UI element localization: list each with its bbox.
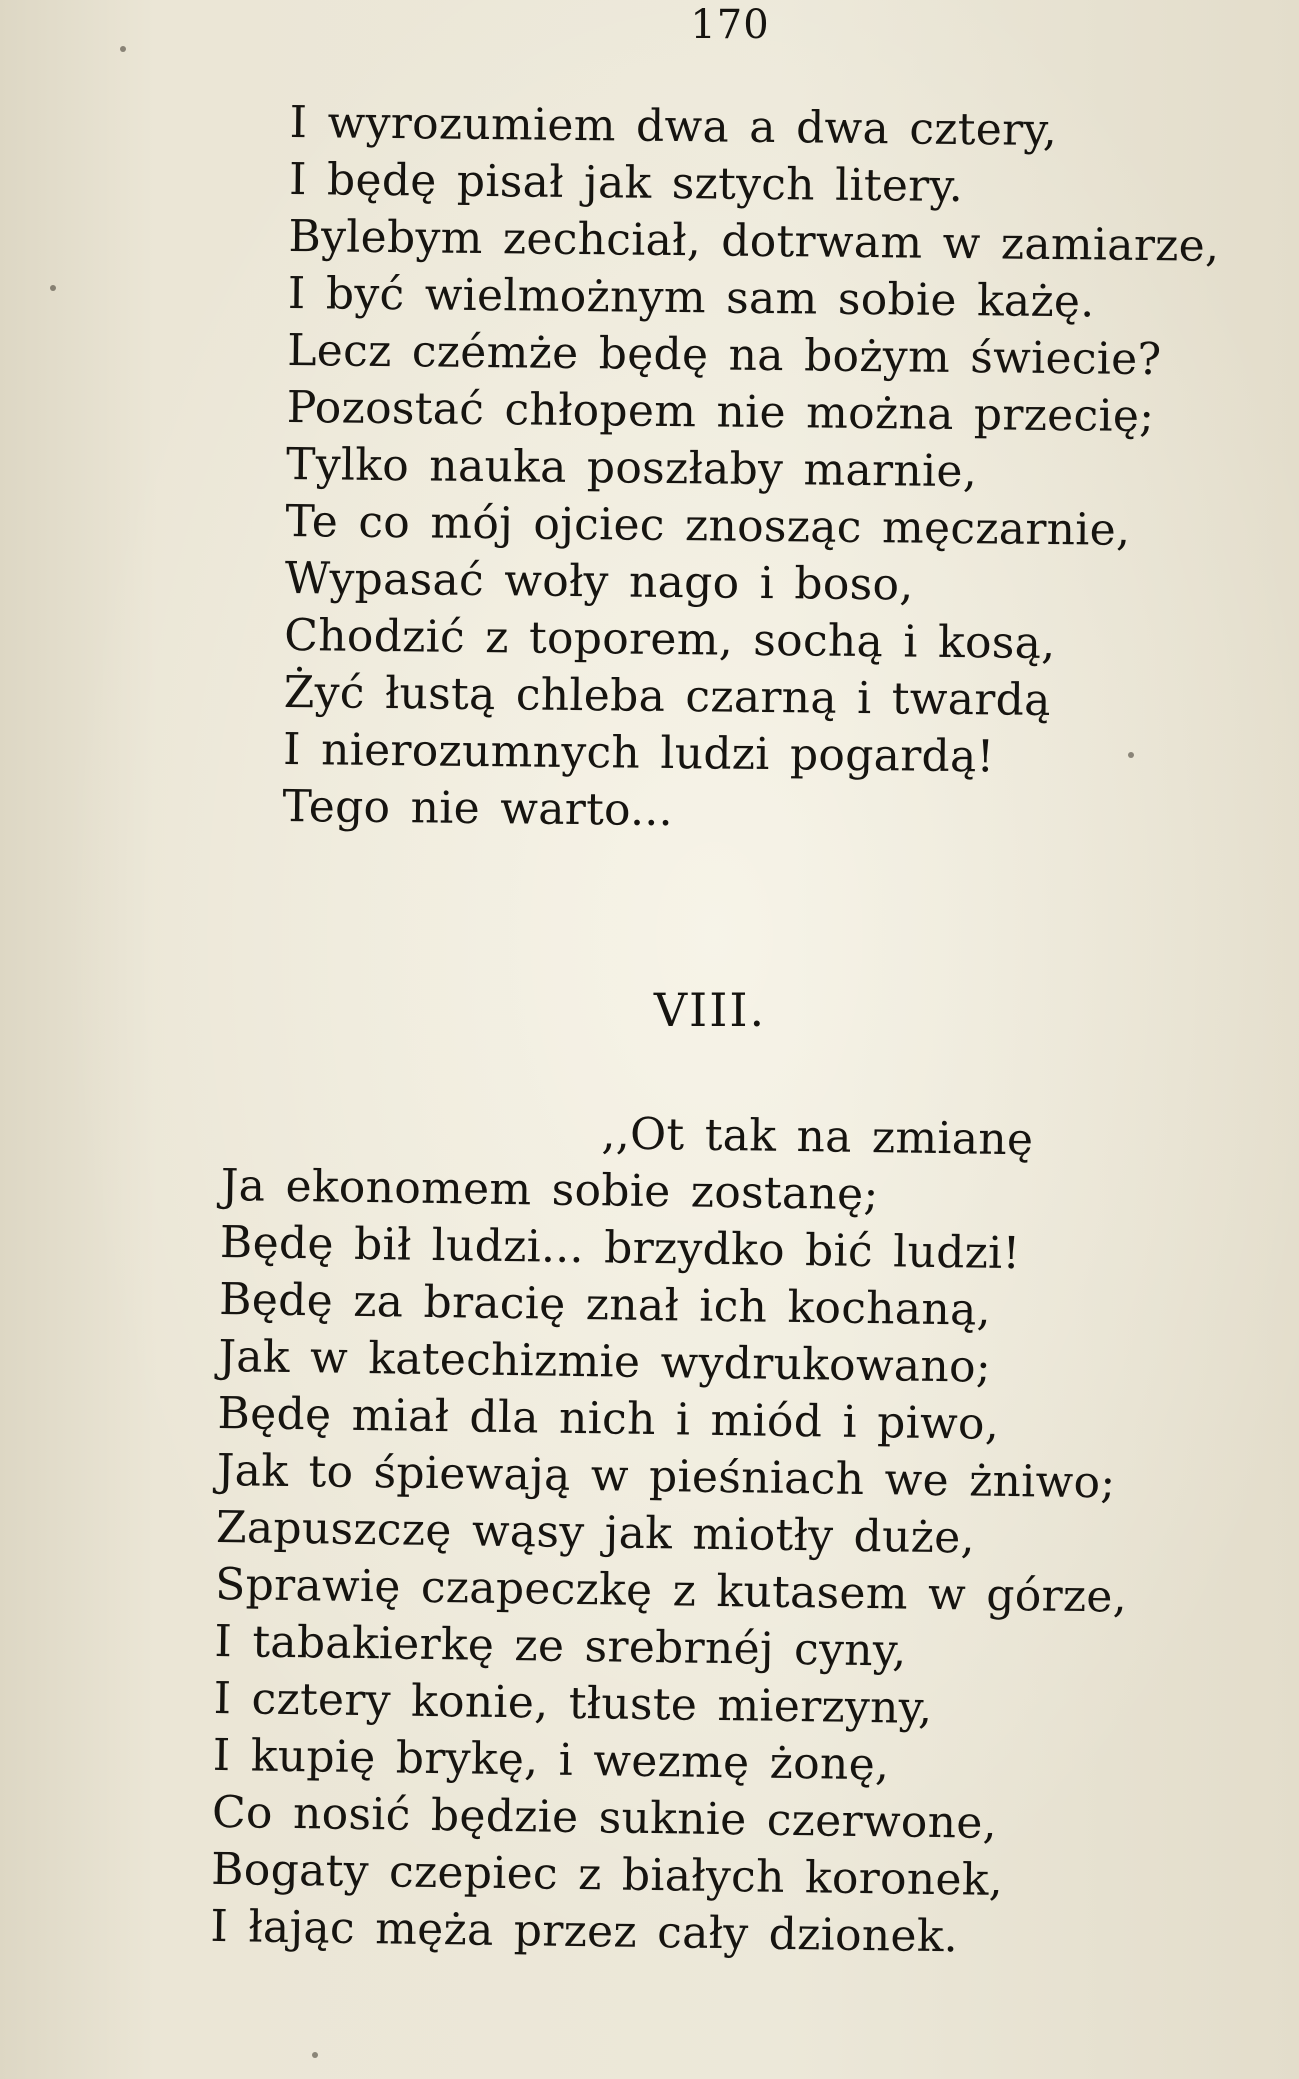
poem-line: Tylko nauka poszłaby marnie, bbox=[285, 438, 978, 498]
poem-line: Wypasać woły nago i boso, bbox=[284, 552, 914, 611]
page-number: 170 bbox=[690, 2, 770, 48]
poem-line: I wyrozumiem dwa a dwa cztery, bbox=[289, 96, 1058, 157]
poem-line: Jak w katechizmie wydrukowano; bbox=[218, 1330, 992, 1393]
poem-line: Zapuszczę wąsy jak miotły duże, bbox=[215, 1501, 976, 1564]
poem-line: Będę miał dla nich i miód i piwo, bbox=[217, 1387, 1000, 1450]
poem-line: Żyć łustą chleba czarną i twardą bbox=[283, 666, 1051, 726]
poem-line: Jak to śpiewają w pieśniach we żniwo; bbox=[216, 1444, 1116, 1509]
poem-line: I być wielmożnym sam sobie każę. bbox=[287, 267, 1095, 328]
poem-line: Lecz czémże będę na bożym świecie? bbox=[287, 324, 1162, 386]
poem-line: ,,Ot tak na zmianę bbox=[601, 1108, 1034, 1166]
poem-line: Będę bił ludzi... brzydko bić ludzi! bbox=[219, 1216, 1021, 1280]
poem-line: Tego nie warto... bbox=[282, 780, 674, 837]
paper-speck bbox=[50, 285, 56, 291]
paper-speck bbox=[120, 46, 126, 52]
poem-line: Sprawię czapeczkę z kutasem w górze, bbox=[214, 1558, 1128, 1623]
poem-line: I łając męża przez cały dzionek. bbox=[210, 1900, 959, 1963]
section-heading: VIII. bbox=[653, 983, 767, 1037]
poem-line: Ja ekonomem sobie zostanę; bbox=[220, 1159, 879, 1221]
poem-line: Chodzić z toporem, sochą i kosą, bbox=[284, 609, 1056, 670]
poem-stanza-1 bbox=[282, 94, 1221, 845]
poem-stanza-2 bbox=[210, 1100, 1134, 1968]
poem-line: I tabakierkę ze srebrnéj cyny, bbox=[214, 1615, 907, 1677]
paper-speck bbox=[312, 2052, 318, 2058]
poem-line: I nierozumnych ludzi pogardą! bbox=[282, 723, 995, 783]
poem-line: I będę pisał jak sztych litery. bbox=[288, 153, 964, 213]
poem-line: I cztery konie, tłuste mierzyny, bbox=[213, 1672, 933, 1734]
poem-line: Bylebym zechciał, dotrwam w zamiarze, bbox=[288, 210, 1220, 272]
poem-line: Pozostać chłopem nie można przecię; bbox=[286, 381, 1155, 443]
poem-line: Co nosić będzie suknie czerwone, bbox=[211, 1786, 998, 1849]
poem-line: Te co mój ojciec znosząc męczarnie, bbox=[285, 495, 1131, 556]
paper-speck bbox=[1128, 752, 1134, 758]
poem-line: Będę za bracię znał ich kochaną, bbox=[218, 1273, 992, 1336]
poem-line: I kupię brykę, i wezmę żonę, bbox=[212, 1729, 890, 1791]
poem-line: Bogaty czepiec z białych koronek, bbox=[210, 1843, 1004, 1906]
